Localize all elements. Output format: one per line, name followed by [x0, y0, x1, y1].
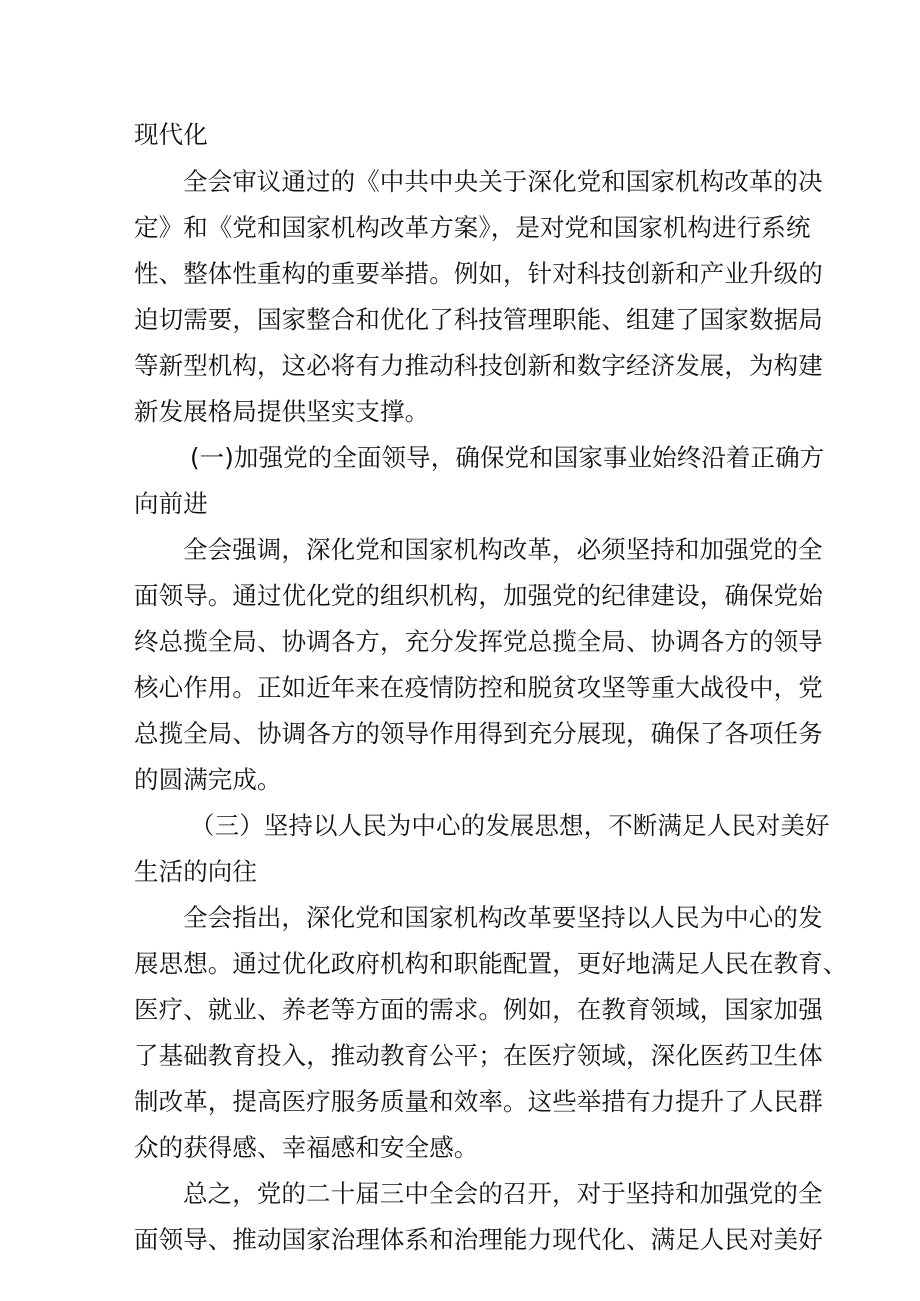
text-line: 新发展格局提供坚实支撑。 — [134, 397, 430, 426]
text-line: 面领导、推动国家治理体系和治理能力现代化、满足人民对美好 — [134, 1225, 823, 1254]
text-line: 了基础教育投入，推动教育公平；在医疗领域，深化医药卫生体 — [134, 1041, 823, 1070]
section-heading-line: (一)加强党的全面领导，确保党和国家事业始终沿着正确方 — [190, 443, 825, 472]
text-line: 现代化 — [134, 120, 208, 149]
section-heading-line: 向前进 — [134, 489, 208, 518]
text-line: 定》和《党和国家机构改革方案》，是对党和国家机构进行系统 — [134, 213, 811, 242]
text-line: 终总揽全局、协调各方，充分发挥党总揽全局、协调各方的领导 — [134, 627, 823, 656]
text-line: 核心作用。正如近年来在疫情防控和脱贫攻坚等重大战役中，党 — [134, 673, 823, 702]
section-heading-line: （三）坚持以人民为中心的发展思想，不断满足人民对美好 — [190, 811, 830, 840]
text-line: 面领导。通过优化党的组织机构，加强党的纪律建设，确保党始 — [134, 581, 823, 610]
paragraph-line: 全会指出，深化党和国家机构改革要坚持以人民为中心的发 — [183, 903, 823, 932]
text-line: 总揽全局、协调各方的领导作用得到充分展现，确保了各项任务 — [134, 719, 823, 748]
text-line: 医疗、就业、养老等方面的需求。例如，在教育领域，国家加强 — [134, 995, 823, 1024]
section-heading-line: 生活的向往 — [134, 857, 257, 886]
text-line: 制改革，提高医疗服务质量和效率。这些举措有力提升了人民群 — [134, 1087, 823, 1116]
paragraph-line: 全会审议通过的《中共中央关于深化党和国家机构改革的决 — [183, 167, 823, 196]
text-line: 迫切需要，国家整合和优化了科技管理职能、组建了国家数据局 — [134, 305, 823, 334]
text-line: 众的获得感、幸福感和安全感。 — [134, 1133, 479, 1162]
text-line: 等新型机构，这必将有力推动科技创新和数字经济发展，为构建 — [134, 351, 823, 380]
text-line: 的圆满完成。 — [134, 765, 282, 794]
paragraph-line: 全会强调，深化党和国家机构改革，必须坚持和加强党的全 — [183, 535, 823, 564]
text-line: 展思想。通过优化政府机构和职能配置，更好地满足人民在教育、 — [134, 949, 848, 978]
paragraph-line: 总之，党的二十届三中全会的召开，对于坚持和加强党的全 — [183, 1179, 823, 1208]
text-line: 性、整体性重构的重要举措。例如，针对科技创新和产业升级的 — [134, 259, 823, 288]
